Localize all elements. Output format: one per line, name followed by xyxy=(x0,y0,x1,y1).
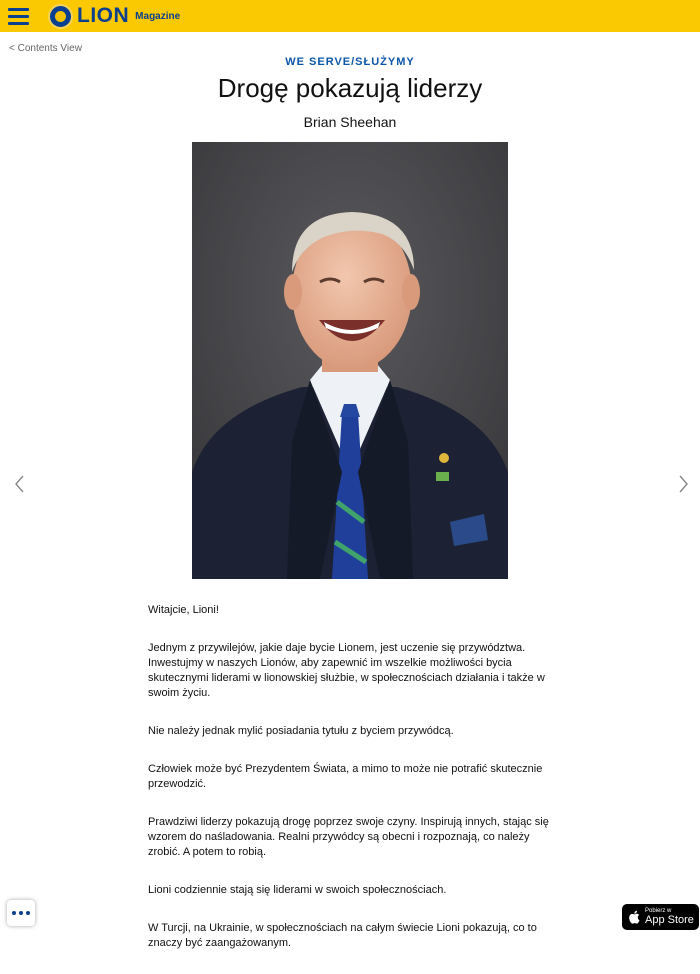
logo-subtitle: Magazine xyxy=(135,10,181,22)
article-paragraph: Człowiek może być Prezydentem Świata, a mimo to może nie potrafić skutecznie przewodzić. xyxy=(148,763,543,790)
article-paragraph: Lioni codziennie stają się liderami w swoich społecznościach. xyxy=(148,884,447,896)
article-paragraph: W Turcji, na Ukrainie, w społecznościach na całym świecie Lioni pokazują, co to znaczy być zaangażowanym. xyxy=(148,922,537,949)
article-body xyxy=(148,603,552,974)
apple-icon xyxy=(628,910,640,924)
top-bar xyxy=(0,0,700,32)
article-paragraph: Witajcie, Lioni! xyxy=(148,604,219,616)
lions-emblem-icon xyxy=(48,4,73,29)
lion-magazine-logo[interactable] xyxy=(48,3,180,29)
portrait-photo xyxy=(192,142,508,579)
article-author: Brian Sheehan xyxy=(303,114,397,130)
chevron-right-icon[interactable] xyxy=(678,474,690,494)
article-paragraph: Nie należy jednak mylić posiadania tytułu z byciem przywódcą. xyxy=(148,725,454,737)
more-dots-icon[interactable] xyxy=(7,900,35,926)
logo-text: LION xyxy=(77,4,130,27)
article-paragraph: Jednym z przywilejów, jakie daje bycie Lionem, jest uczenie się przywództwa. Inwestujmy w naszych Lionów, aby zapewnić im wszelkie możliwości bycia skutecznymi liderami w lionowskiej służbie, w społecznościach działania i także w swoim życiu. xyxy=(148,642,545,699)
article-paragraph: Prawdziwi liderzy pokazują drogę poprzez swoje czyny. Inspirują innych, stając się wzorem do naśladowania. Realni przywódcy są obecni i rozpoznają, co należy zrobić. A potem to robią. xyxy=(148,816,549,858)
appstore-big-label: App Store xyxy=(645,914,694,926)
chevron-left-icon[interactable] xyxy=(13,474,25,494)
article-kicker: WE SERVE/SŁUŻYMY xyxy=(285,56,415,68)
contents-view-link[interactable]: < Contents View xyxy=(9,43,82,54)
hamburger-menu-icon[interactable] xyxy=(8,7,29,25)
article-title: Drogę pokazują liderzy xyxy=(217,73,483,103)
appstore-small-label: Pobierz w xyxy=(645,908,672,914)
app-store-badge[interactable] xyxy=(622,904,699,930)
